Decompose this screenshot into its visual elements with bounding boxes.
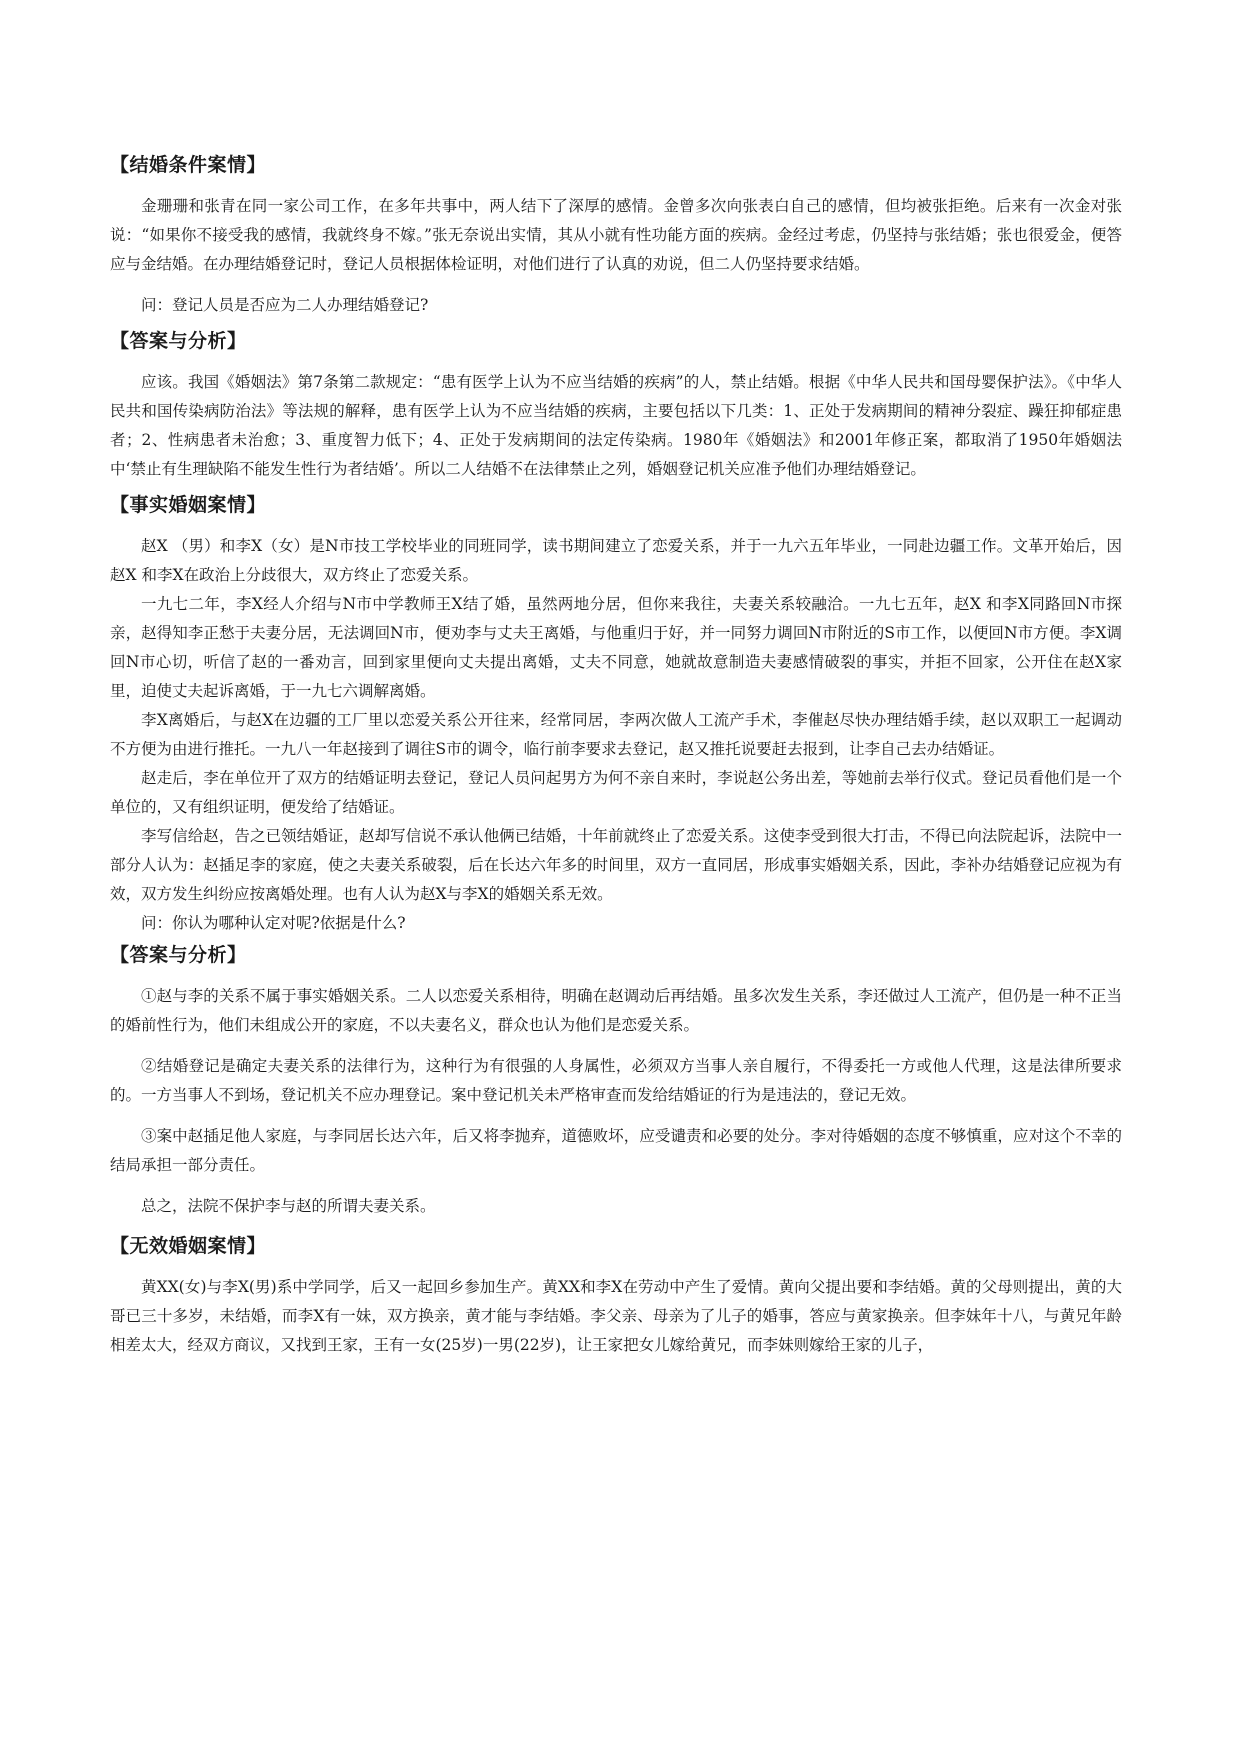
section-heading: 【无效婚姻案情】 [110, 1235, 267, 1257]
conclusion-paragraph: 总之，法院不保护李与赵的所谓夫妻关系。 [141, 1197, 436, 1215]
answer-paragraph: 应该。我国《婚姻法》第7条第二款规定：“患有医学上认为不应当结婚的疾病”的人，禁止结婚。根据《中华人民共和国母婴保护法》。《中华人民共和国传染病防治法》等法规的解释，患有医学上认为不应当结婚的疾病，主要包括以下几类：1、正处于发病期间的精神分裂症、躁狂抑郁症患者；2、性病患者未治愈；3、重度智力低下；4、正处于发病期间的法定传染病。1980年《婚姻法》和2001年修正案，都取消了1950年婚姻法中‘禁止有生理缺陷不能发生性行为者结婚’。所以二人结婚不在法律禁止之列，婚姻登记机关应准予他们办理结婚登记。 [110, 373, 1122, 478]
case-paragraph: 李X离婚后，与赵X在边疆的工厂里以恋爱关系公开往来，经常同居，李两次做人工流产手术，李催赵尽快办理结婚手续，赵以双职工一起调动不方便为由进行推托。一九八一年赵接到了调往S市的调令，临行前李要求去登记，赵又推托说要赶去报到，让李自己去办结婚证。 [110, 711, 1122, 758]
section-heading: 【结婚条件案情】 [110, 154, 267, 176]
section-marriage-conditions [110, 152, 1122, 320]
case-paragraph: 李写信给赵，告之已领结婚证，赵却写信说不承认他俩已结婚，十年前就终止了恋爱关系。这使李受到很大打击，不得已向法院起诉，法院中一部分人认为：赵插足李的家庭，使之夫妻关系破裂，后在长达六年多的时间里，双方一直同居，形成事实婚姻关系，因此，李补办结婚登记应视为有效，双方发生纠纷应按离婚处理。也有人认为赵X与李X的婚姻关系无效。 [110, 827, 1122, 903]
case-paragraph: 赵X （男）和李X（女）是N市技工学校毕业的同班同学，读书期间建立了恋爱关系，并于一九六五年毕业，一同赴边疆工作。文革开始后，因赵X 和李X在政治上分歧很大，双方终止了恋爱关系。 [110, 537, 1122, 584]
section-heading: 【答案与分析】 [110, 330, 247, 352]
section-de-facto-marriage [110, 492, 1122, 938]
question-paragraph: 问：登记人员是否应为二人办理结婚登记? [141, 296, 429, 314]
section-heading: 【答案与分析】 [110, 944, 247, 966]
case-paragraph: 金珊珊和张青在同一家公司工作，在多年共事中，两人结下了深厚的感情。金曾多次向张表白自己的感情，但均被张拒绝。后来有一次金对张说：“如果你不接受我的感情，我就终身不嫁。”张无奈说出实情，其从小就有性功能方面的疾病。金经过考虑，仍坚持与张结婚；张也很爱金，便答应与金结婚。在办理结婚登记时，登记人员根据体检证明，对他们进行了认真的劝说，但二人仍坚持要求结婚。 [110, 197, 1122, 273]
section-answer-analysis-2 [110, 942, 1122, 1221]
section-heading: 【事实婚姻案情】 [110, 494, 267, 516]
question-paragraph: 问：你认为哪种认定对呢?依据是什么? [141, 914, 406, 932]
case-paragraph: 一九七二年，李X经人介绍与N市中学教师王X结了婚，虽然两地分居，但你来我往，夫妻关系较融洽。一九七五年，赵X 和李X同路回N市探亲，赵得知李正愁于夫妻分居，无法调回N市，便劝李与丈夫王离婚，与他重归于好，并一同努力调回N市附近的S市工作，以便回N市方便。李X调回N市心切，听信了赵的一番劝言，回到家里便向丈夫提出离婚，丈夫不同意，她就故意制造夫妻感情破裂的事实，并拒不回家，公开住在赵X家里，迫使丈夫起诉离婚，于一九七六调解离婚。 [110, 595, 1122, 700]
answer-paragraph: ②结婚登记是确定夫妻关系的法律行为，这种行为有很强的人身属性，必须双方当事人亲自履行，不得委托一方或他人代理，这是法律所要求的。一方当事人不到场，登记机关不应办理登记。案中登记机关未严格审查而发给结婚证的行为是违法的，登记无效。 [110, 1057, 1122, 1104]
answer-paragraph: ③案中赵插足他人家庭，与李同居长达六年，后又将李抛弃，道德败坏，应受谴责和必要的处分。李对待婚姻的态度不够慎重，应对这个不幸的结局承担一部分责任。 [110, 1127, 1122, 1174]
section-invalid-marriage [110, 1233, 1122, 1360]
section-answer-analysis-1 [110, 328, 1122, 484]
case-paragraph: 黄XX(女)与李X(男)系中学同学，后又一起回乡参加生产。黄XX和李X在劳动中产生了爱情。黄向父提出要和李结婚。黄的父母则提出，黄的大哥已三十多岁，未结婚，而李X有一妹，双方换亲，黄才能与李结婚。李父亲、母亲为了儿子的婚事，答应与黄家换亲。但李妹年十八，与黄兄年龄相差太大，经双方商议，又找到王家，王有一女(25岁)一男(22岁)，让王家把女儿嫁给黄兄，而李妹则嫁给王家的儿子， [110, 1278, 1122, 1354]
document-page [110, 152, 1122, 1360]
case-paragraph: 赵走后，李在单位开了双方的结婚证明去登记，登记人员问起男方为何不亲自来时，李说赵公务出差，等她前去举行仪式。登记员看他们是一个单位的，又有组织证明，便发给了结婚证。 [110, 769, 1122, 816]
answer-paragraph: ①赵与李的关系不属于事实婚姻关系。二人以恋爱关系相待，明确在赵调动后再结婚。虽多次发生关系，李还做过人工流产，但仍是一种不正当的婚前性行为，他们未组成公开的家庭，不以夫妻名义，群众也认为他们是恋爱关系。 [110, 987, 1122, 1034]
